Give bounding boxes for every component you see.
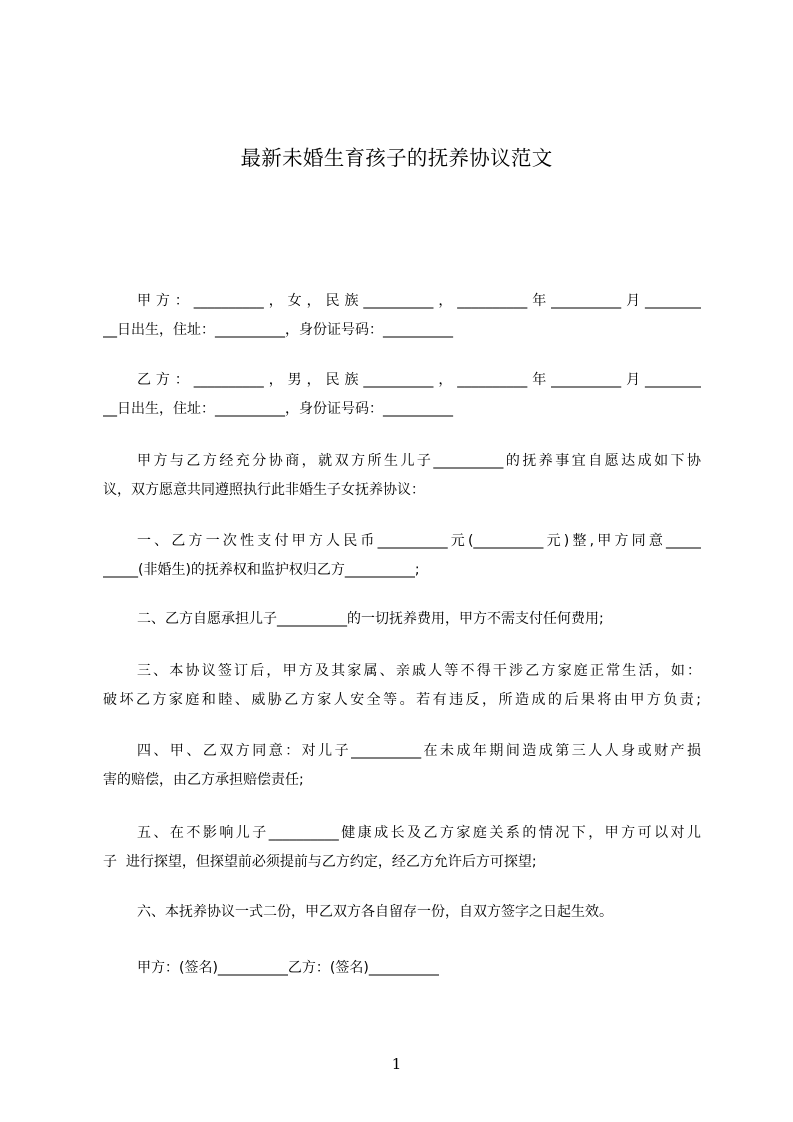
paragraph-line: 三、本协议签订后，甲方及其家属、亲戚人等不得干涉乙方家庭正常生活，如： [137, 663, 701, 679]
paragraph-line: 二、乙方自愿承担儿子__________的一切抚养费用，甲方不需支付任何费用; [137, 611, 604, 627]
paragraph-line: 五、在不影响儿子__________健康成长及乙方家庭关系的情况下，甲方可以对儿 [137, 825, 701, 841]
paragraph-line: __日出生，住址：__________，身份证号码：__________ [103, 322, 453, 338]
clause-1-paragraph [103, 527, 701, 585]
paragraph-line: 乙方：__________，男，民族__________，__________年__________月________ [137, 372, 701, 388]
party-b-paragraph [103, 366, 701, 424]
paragraph-line: 四、甲、乙双方同意：对儿子__________在未成年期间造成第三人人身或财产损 [137, 743, 701, 759]
preamble-paragraph [103, 447, 701, 505]
paragraph-line: 甲方与乙方经充分协商，就双方所生儿子__________的抚养事宜自愿达成如下协 [137, 453, 701, 469]
party-a-paragraph [103, 287, 701, 345]
paragraph-line: 害的赔偿，由乙方承担赔偿责任; [103, 772, 304, 788]
paragraph-line: 一、乙方一次性支付甲方人民币__________元(__________元)整,甲方同意_____ [137, 533, 701, 549]
clause-6-paragraph [103, 898, 701, 927]
clause-4-paragraph [103, 737, 701, 795]
paragraph-line: 破坏乙方家庭和睦、威胁乙方家人安全等。若有违反，所造成的后果将由甲方负责; [103, 692, 701, 708]
signature-paragraph [103, 954, 701, 983]
clause-3-paragraph [103, 657, 701, 715]
paragraph-line: __日出生，住址：__________，身份证号码：__________ [103, 401, 453, 417]
signature-line: 甲方：(签名)__________乙方：(签名)__________ [137, 960, 439, 976]
clause-2-paragraph [103, 605, 701, 634]
page-number: 1 [391, 1055, 402, 1073]
paragraph-line: 子 进行探望，但探望前必须提前与乙方约定，经乙方允许后方可探望; [103, 854, 537, 870]
document-title: 最新未婚生育孩子的抚养协议范文 [240, 146, 553, 170]
paragraph-line: 甲方：__________，女，民族__________，__________年__________月________ [137, 293, 701, 309]
paragraph-line: 六、本抚养协议一式二份，甲乙双方各自留存一份，自双方签字之日起生效。 [137, 904, 613, 920]
paragraph-line: 议，双方愿意共同遵照执行此非婚生子女抚养协议： [103, 482, 425, 498]
paragraph-line: _____(非婚生)的抚养权和监护权归乙方__________; [103, 562, 420, 578]
clause-5-paragraph [103, 819, 701, 877]
